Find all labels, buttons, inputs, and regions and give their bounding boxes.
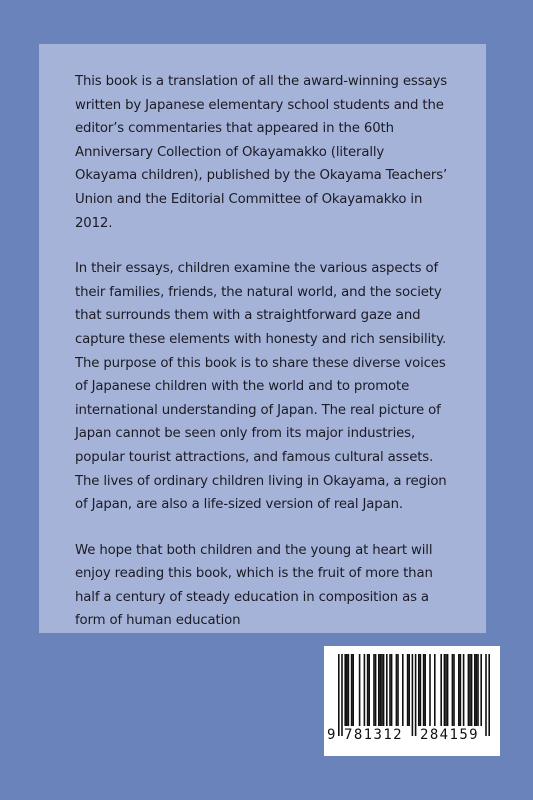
- barcode-bar: [420, 654, 422, 726]
- barcode-bar: [397, 654, 399, 726]
- barcode-bar: [402, 654, 404, 726]
- barcode-bar: [468, 654, 470, 726]
- barcode-bar: [444, 654, 446, 726]
- barcode-bar: [348, 654, 350, 726]
- isbn-number: [324, 724, 500, 746]
- barcode-bar: [351, 654, 353, 726]
- barcode-bar: [359, 654, 361, 726]
- barcode-bar: [424, 654, 426, 726]
- isbn-lead-digit: 9: [327, 727, 336, 743]
- isbn-barcode: [324, 646, 500, 756]
- barcode-bar: [381, 654, 383, 726]
- barcode-bar: [477, 654, 479, 726]
- barcode-bar: [458, 654, 460, 726]
- barcode-bar: [447, 654, 449, 726]
- barcode-bar: [480, 654, 482, 726]
- barcode-bar: [364, 654, 366, 726]
- blurb-panel: [39, 44, 486, 633]
- barcode-bar: [452, 654, 454, 726]
- barcode-bar: [352, 654, 354, 726]
- blurb-paragraph-3: We hope that both children and the young at heart will enjoy reading this book, which is the fruit of more than half a century of steady education in composition as a form of human education: [75, 542, 433, 629]
- blurb-paragraph-2: In their essays, children examine the various aspects of their families, friends, the natural world, and the society that surrounds them with a straightforward gaze and capture these elements with honesty and rich sensibility. The purpose of this book is to share these diverse voices of Japanese children with the world and to promote international understanding of Japan. The real picture of Japan cannot be seen only from its major industries, popular tourist attractions, and famous cultural assets. The lives of ordinary children living in Okayama, a region of Japan, are also a life-sized version of real Japan.: [75, 261, 447, 513]
- barcode-bar: [373, 654, 375, 726]
- barcode-bar: [418, 654, 420, 726]
- barcode-bar: [474, 654, 476, 726]
- barcode-bar: [407, 654, 409, 726]
- barcode-bar: [396, 654, 398, 726]
- barcode-bar: [460, 654, 462, 726]
- barcode-bar: [383, 654, 385, 726]
- barcode-bar: [471, 654, 473, 726]
- barcode-bar: [429, 654, 431, 726]
- barcode-bar: [344, 654, 346, 726]
- barcode-bar: [389, 654, 391, 726]
- barcode-bar: [346, 654, 348, 726]
- barcode-bar: [380, 654, 382, 726]
- barcode-bar: [408, 654, 410, 726]
- barcode-bar: [367, 654, 369, 726]
- barcode-bar: [445, 654, 447, 726]
- isbn-group-right: 284159: [420, 727, 479, 743]
- barcode-bar: [476, 654, 478, 726]
- barcode-bar: [375, 654, 377, 726]
- barcode-bar: [423, 654, 425, 726]
- barcode-bar: [386, 654, 388, 726]
- barcode-bar: [368, 654, 370, 726]
- barcode-bar: [453, 654, 455, 726]
- blurb-paragraph-1: This book is a translation of all the award-winning essays written by Japanese elementary school students and the editor’s commentaries that appeared in the 60th Anniversary Collection of Okayamakko (literally Okayama children), published by the Okayama Teachers’ Union and the Editorial Committee of Okayamakko in 2012.: [75, 74, 448, 231]
- barcode-bar: [469, 654, 471, 726]
- barcode-bar: [391, 654, 393, 726]
- barcode-bar: [440, 654, 442, 726]
- barcode-bar: [434, 654, 436, 726]
- barcode-bar: [463, 654, 465, 726]
- isbn-group-left: 781312: [344, 727, 403, 743]
- barcode-bar: [378, 654, 380, 726]
